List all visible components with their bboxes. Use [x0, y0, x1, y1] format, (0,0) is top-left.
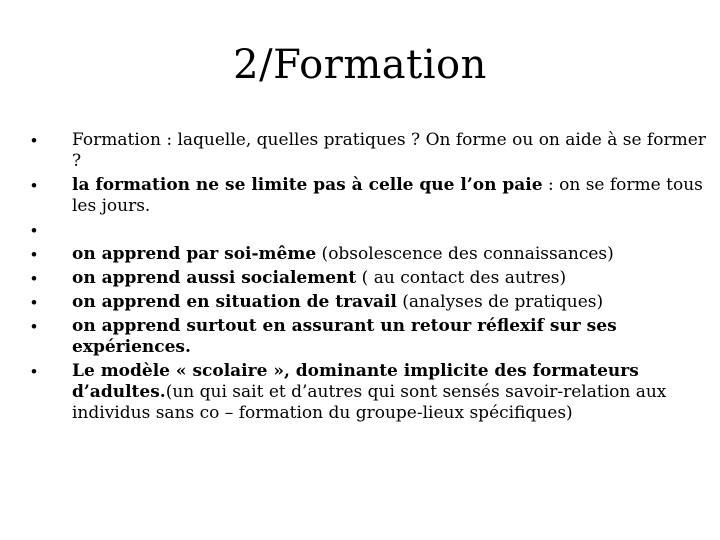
bullet-text: (analyses de pratiques)	[396, 292, 604, 312]
bullet-text: (un qui sait et d’autres qui sont sensés savoir-relation aux individus sans co – formation du groupe-lieux spécifiques)	[72, 382, 667, 423]
bullet-text: Formation : laquelle, quelles pratiques ? On forme ou on aide à se former ?	[72, 130, 706, 171]
bullet-icon: •	[31, 362, 37, 381]
bullet-bold-text: on apprend par soi-même	[72, 244, 317, 264]
bullet-item	[28, 130, 708, 172]
bullet-item	[28, 361, 708, 424]
bullet-bold-text: on apprend en situation de travail	[72, 292, 397, 312]
bullet-item	[28, 292, 708, 313]
bullet-icon: •	[31, 221, 37, 240]
bullet-text: : on se forme tous les jours.	[72, 175, 703, 216]
bullet-bold-text: la formation ne se limite pas à celle que l’on paie	[72, 175, 543, 195]
bullet-item-empty	[28, 220, 708, 241]
bullet-item	[28, 316, 708, 358]
bullet-text: ( au contact des autres)	[356, 268, 567, 288]
bullet-icon: •	[31, 176, 37, 195]
bullet-list	[28, 130, 708, 427]
slide-title: 2/Formation	[233, 42, 487, 88]
bullet-bold-text: on apprend surtout en assurant un retour réflexif sur ses expériences.	[72, 316, 617, 357]
bullet-item	[28, 268, 708, 289]
bullet-bold-text: on apprend aussi socialement	[72, 268, 357, 288]
bullet-icon: •	[31, 269, 37, 288]
bullet-icon: •	[31, 317, 37, 336]
bullet-bold-text: Le modèle « scolaire », dominante implicite des formateurs d’adultes.	[72, 361, 639, 402]
bullet-icon: •	[31, 245, 37, 264]
bullet-icon: •	[31, 131, 37, 150]
bullet-item	[28, 244, 708, 265]
bullet-item	[28, 175, 708, 217]
bullet-icon: •	[31, 293, 37, 312]
bullet-text: (obsolescence des connaissances)	[316, 244, 614, 264]
